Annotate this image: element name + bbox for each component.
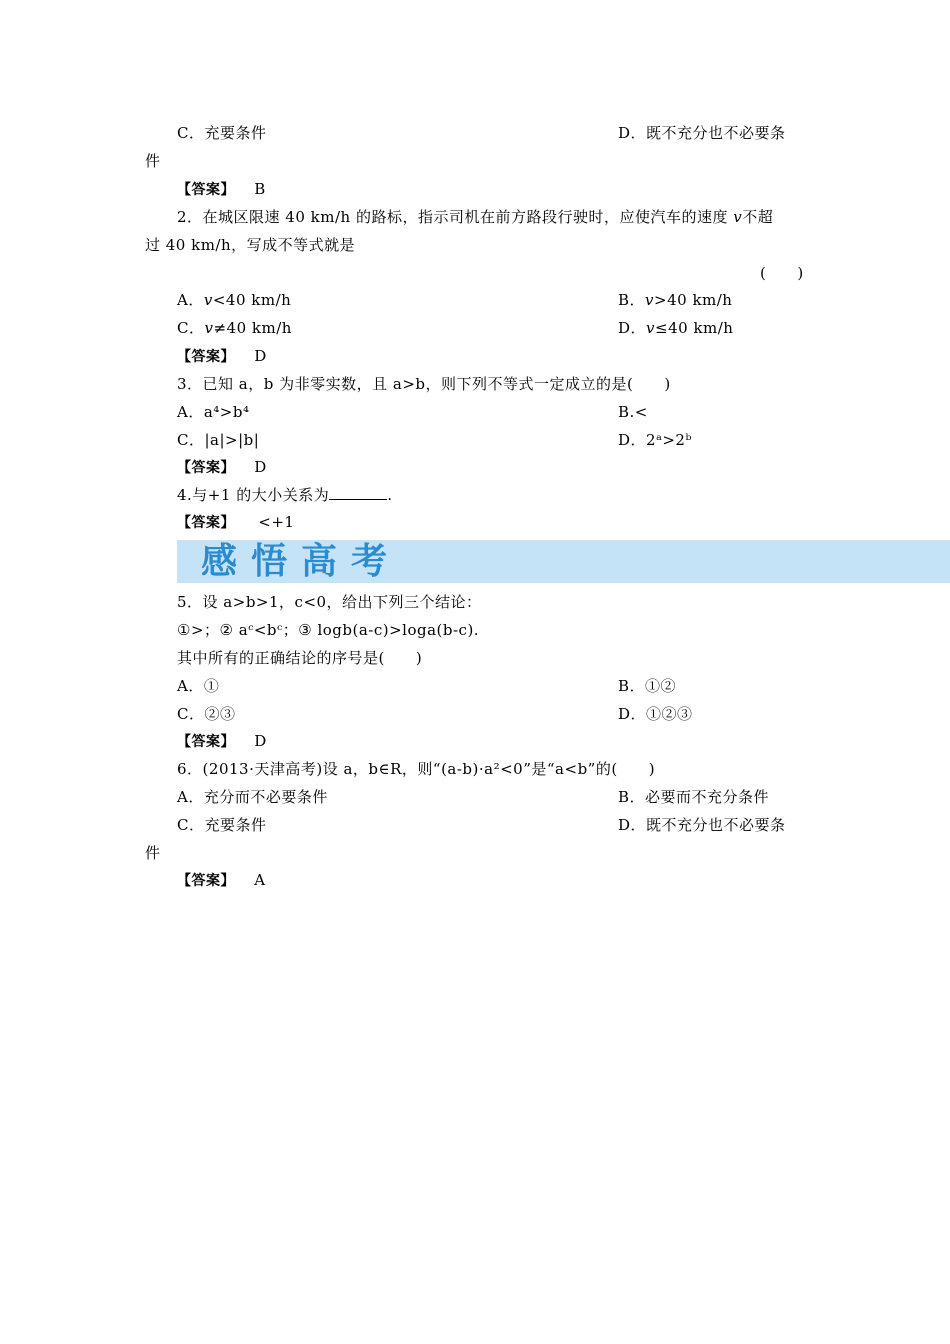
answer-label: 【答案】 xyxy=(177,515,235,531)
fill-blank xyxy=(329,485,387,500)
q6-option-c: C．充要条件 xyxy=(177,816,267,834)
q3-option-a: A．a⁴>b⁴ xyxy=(177,403,250,421)
q6-option-a: A．充分而不必要条件 xyxy=(177,788,328,806)
answer-label: 【答案】 xyxy=(177,182,235,198)
q1-option-c: C．充要条件 xyxy=(177,124,267,142)
q2-answer-paren: ( ) xyxy=(760,264,804,282)
q1-option-d: D．既不充分也不必要条 xyxy=(618,124,786,142)
option-relation: <40 km/h xyxy=(212,291,292,309)
answer-value: A xyxy=(254,871,266,889)
section-banner xyxy=(177,540,950,583)
q6-option-d-wrap: 件 xyxy=(145,844,161,862)
q2-stem-line1 xyxy=(177,207,773,227)
answer-value: D xyxy=(254,347,267,365)
q1-answer xyxy=(177,179,266,200)
q2-stem-tail: 不超 xyxy=(742,208,774,226)
answer-label: 【答案】 xyxy=(177,460,235,476)
var-v: v xyxy=(203,291,213,309)
answer-value: B xyxy=(254,180,266,198)
answer-value: D xyxy=(254,458,267,476)
q2-var-v: v xyxy=(733,208,743,226)
var-v: v xyxy=(204,319,214,337)
option-relation: >40 km/h xyxy=(654,291,733,309)
answer-label: 【答案】 xyxy=(177,873,235,889)
q5-items: ①>；② aᶜ<bᶜ；③ logb(a-c)>loga(b-c). xyxy=(177,621,480,639)
option-prefix: B． xyxy=(618,291,646,309)
q5-question: 其中所有的正确结论的序号是( ) xyxy=(177,649,423,667)
option-prefix: D． xyxy=(618,319,647,337)
var-v: v xyxy=(646,319,656,337)
q2-option-d xyxy=(618,318,733,338)
q4-stem xyxy=(177,485,392,505)
q5-stem: 5．设 a>b>1，c<0，给出下列三个结论： xyxy=(177,593,482,611)
q2-option-c xyxy=(177,318,292,338)
option-relation: ≤40 km/h xyxy=(655,319,734,337)
q3-answer xyxy=(177,457,267,478)
q5-option-c: C．②③ xyxy=(177,705,236,723)
q2-answer xyxy=(177,346,267,367)
answer-label: 【答案】 xyxy=(177,734,235,750)
section-banner-title: 感悟高考 xyxy=(201,541,402,582)
q5-option-b: B．①② xyxy=(618,677,677,695)
q3-option-d: D．2ᵃ>2ᵇ xyxy=(618,431,692,449)
q3-option-b: B.< xyxy=(618,403,648,421)
answer-value: <+1 xyxy=(258,513,295,531)
q2-stem-text: 2．在城区限速 40 km/h 的路标，指示司机在前方路段行驶时，应使汽车的速度 xyxy=(177,208,728,226)
q5-option-a: A．① xyxy=(177,677,220,695)
var-v: v xyxy=(645,291,655,309)
answer-label: 【答案】 xyxy=(177,349,235,365)
option-prefix: A． xyxy=(177,291,204,309)
q4-answer xyxy=(177,512,294,533)
q6-answer xyxy=(177,870,266,891)
option-prefix: C． xyxy=(177,319,205,337)
q4-stem-tail: . xyxy=(387,486,393,504)
q4-stem-text: 4.与+1 的大小关系为 xyxy=(177,486,330,504)
q5-option-d: D．①②③ xyxy=(618,705,693,723)
q6-option-b: B．必要而不充分条件 xyxy=(618,788,770,806)
q3-option-c: C．|a|>|b| xyxy=(177,431,260,449)
option-relation: ≠40 km/h xyxy=(213,319,292,337)
q3-stem: 3．已知 a，b 为非零实数，且 a>b，则下列不等式一定成立的是( ) xyxy=(177,375,671,393)
q6-stem: 6．(2013·天津高考)设 a，b∈R，则“(a-b)·a²<0”是“a<b”的( ) xyxy=(177,760,656,778)
answer-value: D xyxy=(254,732,267,750)
q2-option-b xyxy=(618,290,732,310)
q1-option-d-wrap: 件 xyxy=(145,152,161,170)
q2-stem-line2: 过 40 km/h，写成不等式就是 xyxy=(145,236,356,254)
q6-option-d: D．既不充分也不必要条 xyxy=(618,816,786,834)
q5-answer xyxy=(177,731,267,752)
q2-option-a xyxy=(177,290,291,310)
